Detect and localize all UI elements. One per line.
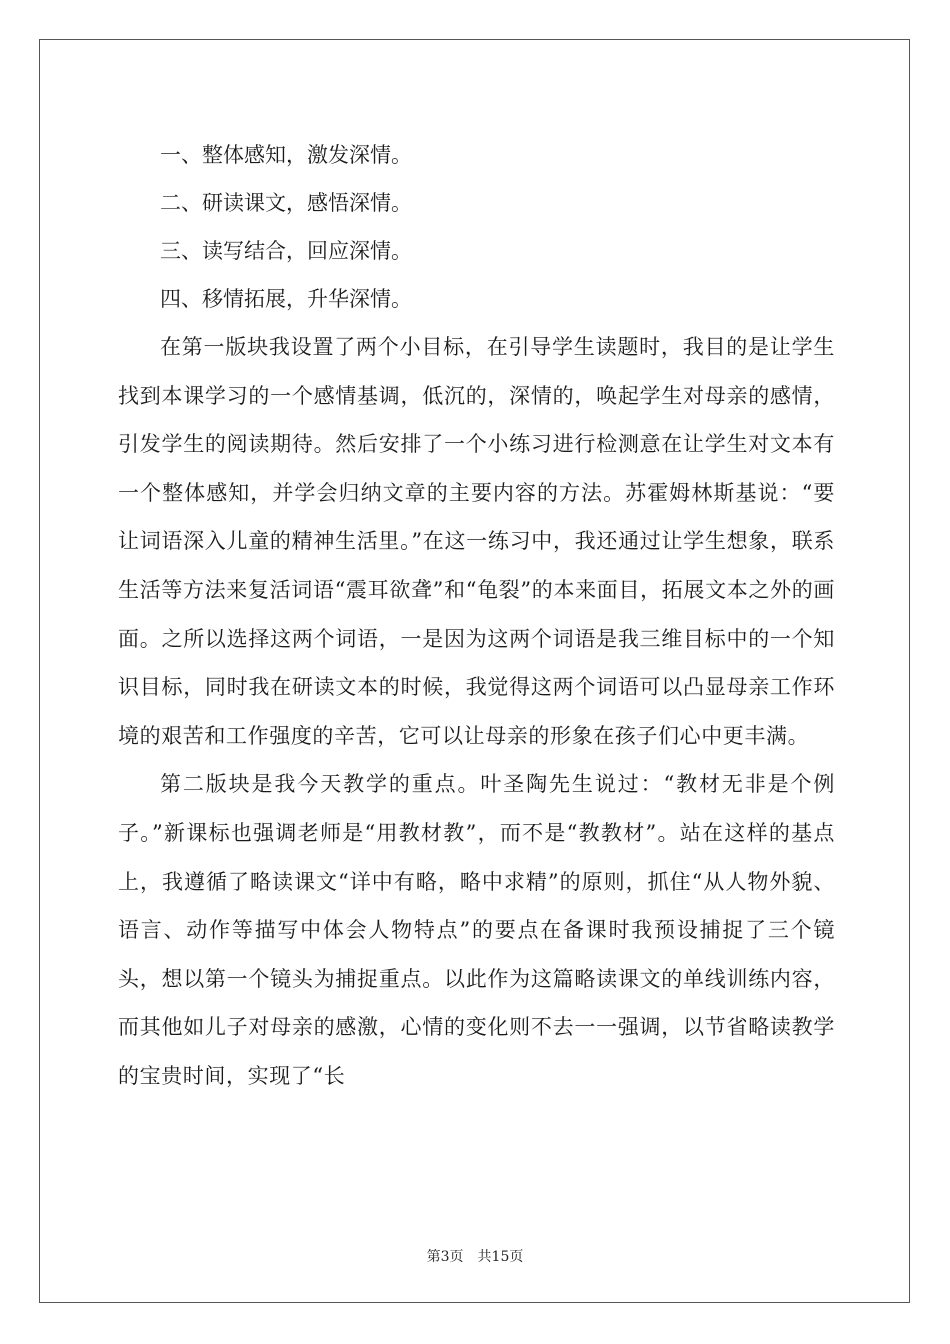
page-number: 第3页 <box>426 1249 464 1265</box>
page-footer <box>0 1246 950 1266</box>
outline-item-1: 一、整体感知，激发深情。 <box>160 143 412 167</box>
page-total: 共15页 <box>477 1249 524 1265</box>
paragraph-first-section: 在第一版块我设置了两个小目标，在引导学生读题时，我目的是让学生找到本课学习的一个感情基调，低沉的，深情的，唤起学生对母亲的感情，引发学生的阅读期待。然后安排了一个小练习进行检测意在让学生对文本有一个整体感知，并学会归纳文章的主要内容的方法。苏霍姆林斯基说：“要让词语深入儿童的精神生活里。”在这一练习中，我还通过让学生想象，联系生活等方法来复活词语“震耳欲聋”和“龟裂”的本来面目，拓展文本之外的画面。之所以选择这两个词语，一是因为这两个词语是我三维目标中的一个知识目标，同时我在研读文本的时候，我觉得这两个词语可以凸显母亲工作环境的艰苦和工作强度的辛苦，它可以让母亲的形象在孩子们心中更丰满。 <box>118 335 835 748</box>
document-body <box>118 131 835 1101</box>
outline-item-3: 三、读写结合，回应深情。 <box>160 239 412 263</box>
outline-item-4: 四、移情拓展，升华深情。 <box>160 287 412 311</box>
outline-item-2: 二、研读课文，感悟深情。 <box>160 191 412 215</box>
paragraph-second-section: 第二版块是我今天教学的重点。叶圣陶先生说过：“教材无非是个例子。”新课标也强调老师是“用教材教”，而不是“教教材”。站在这样的基点上，我遵循了略读课文“详中有略，略中求精”的原则，抓住“从人物外貌、语言、动作等描写中体会人物特点”的要点在备课时我预设捕捉了三个镜头，想以第一个镜头为捕捉重点。以此作为这篇略读课文的单线训练内容，而其他如儿子对母亲的感激，心情的变化则不去一一强调，以节省略读教学的宝贵时间，实现了“长 <box>118 772 835 1088</box>
